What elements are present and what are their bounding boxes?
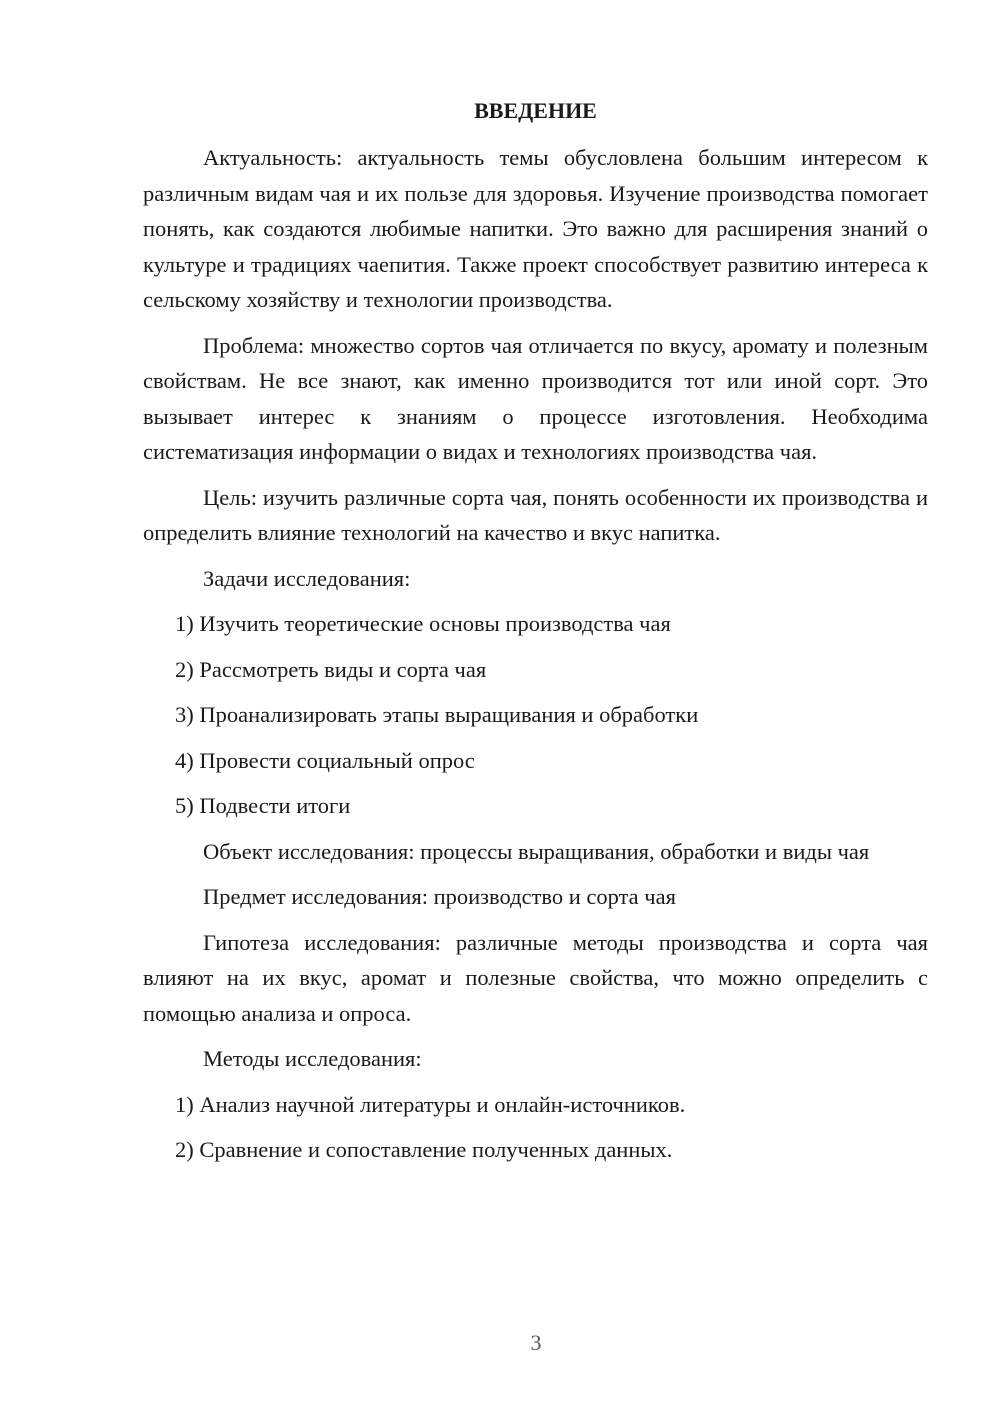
task-item: 2) Рассмотреть виды и сорта чая	[175, 656, 487, 682]
goal-paragraph: Цель: изучить различные сорта чая, понять особенности их производства и определить влияние технологий на качество и вкус напитка.	[143, 484, 928, 545]
method-item: 2) Сравнение и сопоставление полученных данных.	[175, 1137, 673, 1162]
subject-paragraph: Предмет исследования: производство и сорта чая	[203, 884, 676, 909]
task-item: 1) Изучить теоретические основы производства чая	[175, 611, 671, 636]
problem-paragraph: Проблема: множество сортов чая отличается по вкусу, аромату и полезным свойствам. Не все знают, как именно производится тот или иной сорт. Это вызывает интерес к знаниям о процессе изготовления. Необходима систематизация информации о видах и технологиях производства чая.	[143, 332, 928, 464]
method-item: 1) Анализ научной литературы и онлайн-источников.	[175, 1091, 686, 1117]
task-item: 5) Подвести итоги	[175, 793, 351, 818]
tasks-heading: Задачи исследования:	[203, 565, 411, 591]
task-item: 4) Провести социальный опрос	[175, 747, 475, 773]
page-number: 3	[530, 1330, 542, 1355]
task-item: 3) Проанализировать этапы выращивания и обработки	[175, 702, 699, 727]
methods-heading: Методы исследования:	[203, 1046, 422, 1071]
object-paragraph: Объект исследования: процессы выращивания, обработки и виды чая	[203, 838, 870, 864]
page-content	[143, 93, 928, 1178]
hypothesis-paragraph: Гипотеза исследования: различные методы производства и сорта чая влияют на их вкус, аромат и полезные свойства, что можно определить с помощью анализа и опроса.	[143, 929, 928, 1026]
relevance-paragraph: Актуальность: актуальность темы обусловлена большим интересом к различным видам чая и их пользе для здоровья. Изучение производства помогает понять, как создаются любимые напитки. Это важно для расширения знаний о культуре и традициях чаепития. Также проект способствует развитию интереса к сельскому хозяйству и технологии производства.	[143, 145, 928, 312]
page-title: ВВЕДЕНИЕ	[474, 98, 597, 123]
